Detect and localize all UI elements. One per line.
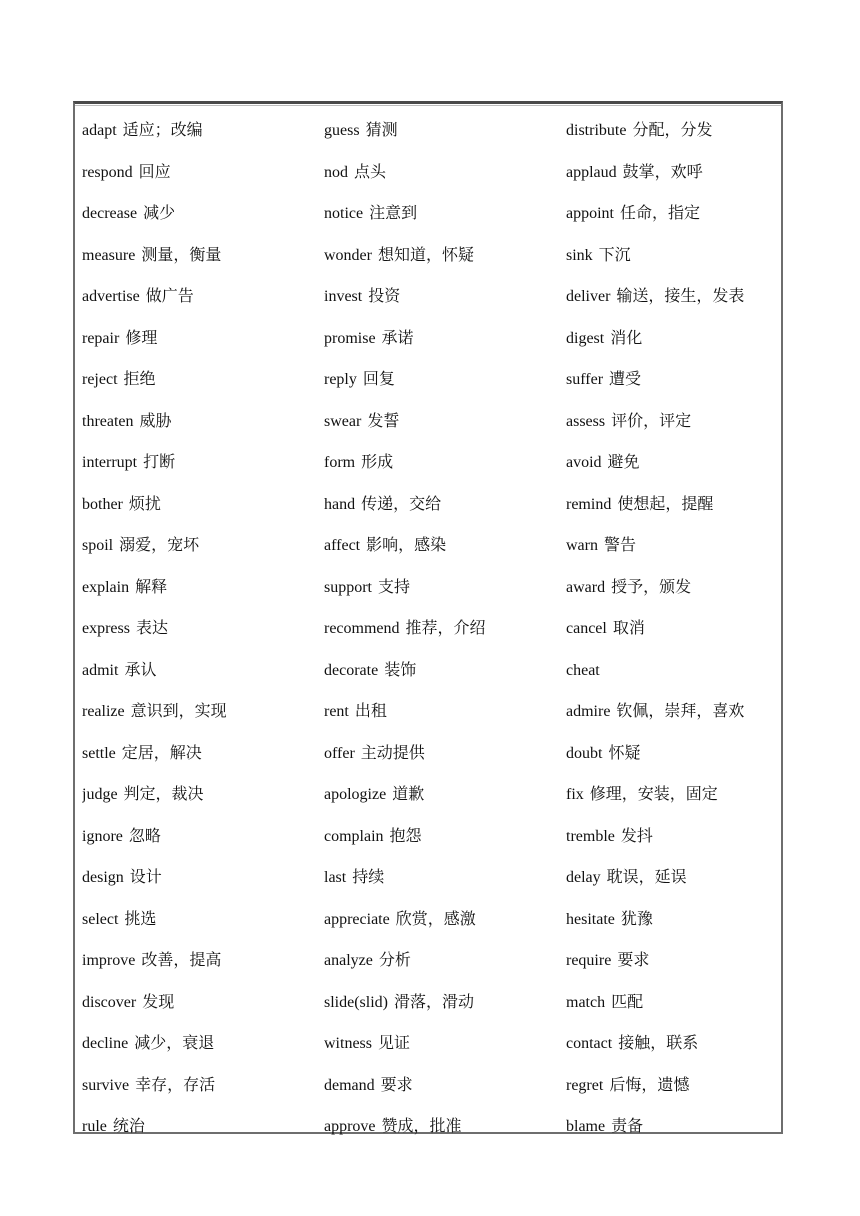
vocab-entry [566,235,786,277]
vocab-term: recommend [324,620,400,637]
vocab-entry [82,1023,324,1065]
vocab-term: support [324,578,372,596]
vocab-entry [566,899,786,941]
vocab-term: admire [566,703,611,720]
vocab-entry [566,774,786,816]
vocab-entry [324,110,566,152]
vocab-gloss: 烦扰 [128,495,161,513]
vocab-entry [82,608,324,650]
vocab-term: appoint [566,205,614,222]
vocab-gloss: 发抖 [620,827,653,845]
vocab-gloss: 分配，分发 [632,122,713,139]
vocab-gloss: 欣赏，感激 [395,910,476,928]
vocab-gloss: 持续 [352,869,385,886]
vocab-entry [82,442,324,484]
vocab-term: admit [82,661,119,679]
vocab-entry [566,816,786,858]
vocab-entry [82,691,324,733]
vocab-term: doubt [566,744,603,762]
vocab-gloss: 定居，解决 [121,744,202,762]
vocab-gloss: 注意到 [369,205,418,222]
vocab-entry [82,816,324,858]
vocab-term: slide(slid) [324,993,388,1011]
vocab-entry [82,193,324,235]
vocab-gloss: 赞成，批准 [381,1118,462,1135]
vocab-gloss: 责备 [611,1118,644,1135]
vocab-entry [566,857,786,899]
vocab-term: swear [324,412,362,430]
vocab-entry [82,525,324,567]
vocab-entry [566,733,786,775]
vocab-gloss: 装饰 [384,661,417,679]
vocab-term: discover [82,993,137,1011]
vocab-gloss: 减少，衰退 [134,1035,215,1052]
vocab-gloss: 取消 [612,620,645,637]
vocab-gloss: 统治 [112,1118,145,1135]
vocab-term: digest [566,329,605,347]
vocab-entry [566,1106,786,1148]
vocab-entry [324,318,566,360]
vocab-term: decline [82,1035,129,1052]
vocab-entry [324,525,566,567]
vocab-term: match [566,993,606,1011]
vocab-entry [324,567,566,609]
vocab-term: bother [82,495,123,513]
vocab-gloss: 道歉 [392,786,425,803]
vocab-entry [82,857,324,899]
vocab-entry [566,525,786,567]
vocab-gloss: 任命，指定 [620,205,701,222]
vocab-gloss: 测量，衡量 [141,246,222,264]
vocab-entry [566,442,786,484]
vocab-term: demand [324,1076,375,1094]
vocab-gloss: 推荐，介绍 [405,620,486,637]
vocab-gloss: 接触，联系 [618,1035,699,1052]
vocab-gloss: 怀疑 [608,744,641,762]
vocab-term: tremble [566,827,615,845]
vocab-term: reject [82,371,118,388]
vocab-term: blame [566,1118,606,1135]
vocab-term: offer [324,744,355,762]
vocab-term: explain [82,578,130,596]
vocab-term: survive [82,1076,130,1094]
vocab-term: cancel [566,620,607,637]
vocab-term: invest [324,288,363,305]
vocab-gloss: 发现 [142,993,175,1011]
vocab-entry [324,484,566,526]
vocab-gloss: 回复 [362,371,395,388]
vocab-term: complain [324,827,384,845]
vocab-gloss: 耽误，延误 [606,869,687,886]
vocab-term: respond [82,163,133,181]
vocab-entry [82,733,324,775]
vocab-entry [82,567,324,609]
vocab-term: suffer [566,371,604,388]
vocab-term: fix [566,786,584,803]
vocab-gloss: 下沉 [598,246,631,264]
vocab-entry [566,152,786,194]
vocab-gloss: 投资 [368,288,401,305]
vocab-entry [82,1065,324,1107]
vocab-entry [324,276,566,318]
vocab-term: applaud [566,163,617,181]
vocab-gloss: 打断 [143,454,176,471]
vocab-term: avoid [566,454,602,471]
vocab-gloss: 意识到，实现 [130,703,227,720]
vocab-gloss: 钦佩，崇拜，喜欢 [616,703,745,720]
vocab-gloss: 承诺 [381,329,414,347]
vocab-entry [324,1065,566,1107]
vocab-term: reply [324,371,357,388]
vocab-term: approve [324,1118,376,1135]
vocab-gloss: 设计 [129,869,162,886]
vocab-gloss: 消化 [610,329,643,347]
vocab-term: contact [566,1035,613,1052]
vocabulary-grid [82,110,786,1148]
vocab-entry [82,940,324,982]
vocab-entry [324,940,566,982]
vocab-entry [566,193,786,235]
vocab-entry [82,484,324,526]
vocab-gloss: 溺爱，宠坏 [119,537,200,554]
vocab-entry [324,857,566,899]
vocab-gloss: 承认 [124,661,157,679]
vocab-gloss: 做广告 [145,288,194,305]
vocab-gloss: 影响，感染 [366,537,447,554]
vocab-gloss: 匹配 [611,993,644,1011]
vocab-term: realize [82,703,125,720]
vocab-entry [324,982,566,1024]
vocab-entry [82,1106,324,1148]
vocab-gloss: 形成 [361,454,394,471]
vocab-term: settle [82,744,116,762]
vocab-gloss: 要求 [380,1076,413,1094]
vocab-entry [324,816,566,858]
vocab-term: deliver [566,288,611,305]
vocab-gloss: 分析 [378,952,411,969]
vocab-gloss: 支持 [378,578,411,596]
vocab-entry [82,899,324,941]
vocab-gloss: 点头 [354,163,387,181]
vocab-entry [324,235,566,277]
vocab-gloss: 出租 [354,703,387,720]
vocab-entry [566,359,786,401]
vocab-term: rule [82,1118,107,1135]
vocab-gloss: 想知道，怀疑 [377,246,474,264]
vocab-term: witness [324,1035,372,1052]
vocab-term: adapt [82,122,117,139]
vocab-term: express [82,620,130,637]
vocab-term: regret [566,1076,604,1094]
vocab-entry [566,940,786,982]
vocab-entry [82,276,324,318]
vocab-gloss: 修理 [125,329,158,347]
vocab-gloss: 猜测 [365,122,398,139]
vocab-term: remind [566,495,612,513]
vocab-entry [324,650,566,692]
vocab-gloss: 避免 [607,454,640,471]
vocab-gloss: 拒绝 [123,371,156,388]
vocab-term: guess [324,122,360,139]
vocab-term: judge [82,786,118,803]
vocab-term: rent [324,703,349,720]
vocab-gloss: 主动提供 [360,744,425,762]
vocab-gloss: 抱怨 [389,827,422,845]
vocab-entry [324,401,566,443]
vocab-term: last [324,869,347,886]
vocab-entry [82,359,324,401]
vocab-entry [566,608,786,650]
vocab-gloss: 幸存，存活 [135,1076,216,1094]
vocab-gloss: 表达 [135,620,168,637]
vocab-gloss: 授予，颁发 [611,578,692,596]
vocab-entry [82,982,324,1024]
vocab-term: measure [82,246,136,264]
vocab-entry [82,318,324,360]
vocab-term: wonder [324,246,372,264]
vocab-entry [566,650,786,692]
vocab-gloss: 滑落，滑动 [394,993,475,1011]
vocab-gloss: 警告 [603,537,636,554]
vocab-gloss: 减少 [143,205,176,222]
vocab-term: spoil [82,537,114,554]
vocab-term: ignore [82,827,123,845]
vocab-term: warn [566,537,598,554]
vocab-gloss: 忽略 [128,827,161,845]
vocab-entry [566,401,786,443]
vocab-gloss: 遭受 [609,371,642,388]
vocab-entry [324,774,566,816]
vocab-term: nod [324,163,348,181]
vocab-term: form [324,454,356,471]
vocab-term: promise [324,329,376,347]
vocab-entry [566,276,786,318]
vocab-entry [566,318,786,360]
vocab-entry [324,1106,566,1148]
vocab-gloss: 要求 [617,952,650,969]
vocab-term: hand [324,495,356,513]
vocab-gloss: 判定，裁决 [123,786,204,803]
vocab-term: advertise [82,288,140,305]
vocab-term: delay [566,869,601,886]
vocab-term: require [566,952,612,969]
vocab-gloss: 挑选 [124,910,157,928]
vocab-entry [82,235,324,277]
vocab-entry [82,152,324,194]
vocab-gloss: 鼓掌，欢呼 [622,163,703,181]
vocab-entry [566,982,786,1024]
vocab-term: threaten [82,412,134,430]
vocab-gloss: 威胁 [139,412,172,430]
vocab-term: assess [566,412,606,430]
vocab-entry [324,1023,566,1065]
vocab-entry [324,733,566,775]
vocab-entry [324,193,566,235]
vocab-term: appreciate [324,910,390,928]
vocab-term: analyze [324,952,373,969]
vocab-gloss: 回应 [138,163,171,181]
vocab-entry [324,152,566,194]
vocab-term: improve [82,952,136,969]
vocab-entry [566,691,786,733]
vocab-term: decorate [324,661,379,679]
vocab-term: select [82,910,119,928]
vocabulary-table [73,101,783,1134]
vocab-term: sink [566,246,593,264]
vocab-gloss: 后悔，遗憾 [609,1076,690,1094]
vocab-term: repair [82,329,120,347]
vocab-gloss: 修理，安装，固定 [589,786,718,803]
vocab-entry [566,110,786,152]
vocab-entry [82,401,324,443]
vocab-entry [82,650,324,692]
vocab-gloss: 解释 [135,578,168,596]
vocab-term: decrease [82,205,138,222]
vocab-entry [566,567,786,609]
vocab-gloss: 使想起，提醒 [617,495,714,513]
vocab-gloss: 输送，接生，发表 [616,288,745,305]
vocab-term: notice [324,205,364,222]
vocab-gloss: 评价，评定 [611,412,692,430]
vocab-entry [82,110,324,152]
vocab-gloss: 见证 [378,1035,411,1052]
vocab-term: interrupt [82,454,138,471]
vocab-entry [324,359,566,401]
vocab-entry [566,1065,786,1107]
vocab-term: cheat [566,661,600,679]
vocab-entry [324,608,566,650]
vocab-term: apologize [324,786,387,803]
vocab-gloss: 传递，交给 [361,495,442,513]
vocab-term: award [566,578,606,596]
vocab-term: hesitate [566,910,615,928]
vocab-entry [82,774,324,816]
vocab-entry [566,484,786,526]
vocab-entry [324,442,566,484]
vocab-gloss: 适应；改编 [122,122,203,139]
vocab-gloss: 改善，提高 [141,952,222,969]
vocab-gloss: 发誓 [367,412,400,430]
vocab-gloss: 犹豫 [620,910,653,928]
vocab-term: distribute [566,122,627,139]
vocab-entry [566,1023,786,1065]
vocab-entry [324,691,566,733]
vocab-entry [324,899,566,941]
vocab-term: affect [324,537,361,554]
vocab-term: design [82,869,124,886]
